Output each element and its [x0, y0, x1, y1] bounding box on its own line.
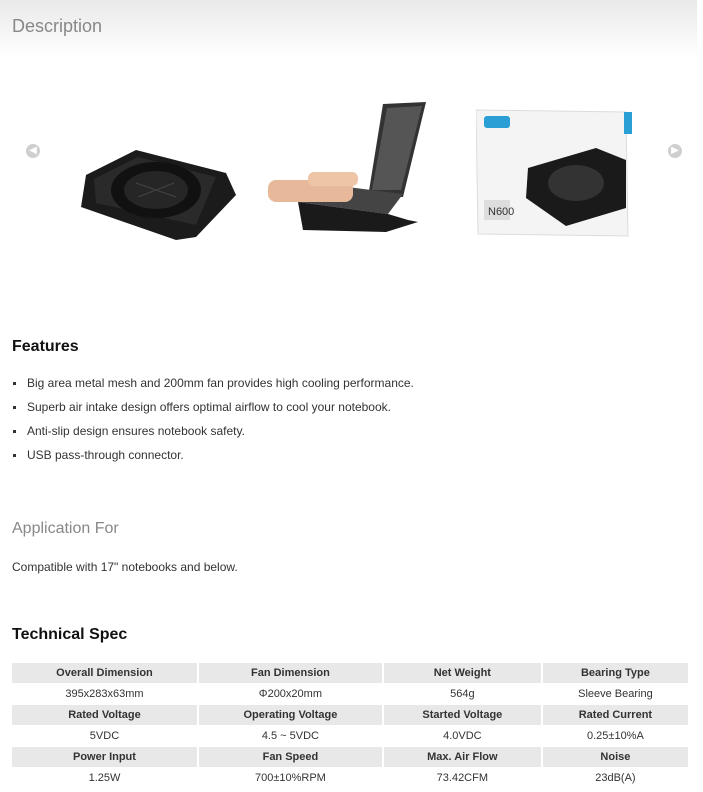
spec-header-cell: Noise: [543, 747, 688, 767]
chevron-right-icon: ▶: [671, 145, 679, 156]
list-item: Anti-slip design ensures notebook safety.: [12, 424, 414, 448]
list-item: Superb air intake design offers optimal airflow to cool your notebook.: [12, 400, 414, 424]
spec-header-cell: Power Input: [12, 747, 197, 767]
description-header: [0, 0, 697, 58]
spec-value-cell: 564g: [450, 688, 475, 700]
spec-value-cell: 0.25±10%A: [587, 730, 644, 742]
spec-value-cell: Φ200x20mm: [258, 688, 322, 700]
spec-value-cell: Sleeve Bearing: [578, 688, 653, 700]
spec-value-cell: 1.25W: [88, 772, 121, 784]
spec-header-cell: Operating Voltage: [199, 705, 382, 725]
page-title: Description: [12, 16, 103, 36]
spec-value-cell: 4.0VDC: [443, 730, 482, 742]
table-row: [12, 747, 688, 767]
spec-value-cell: 700±10%RPM: [254, 772, 326, 784]
table-row: [12, 705, 688, 725]
spec-header-cell: Overall Dimension: [12, 663, 197, 683]
features-list: [12, 376, 414, 472]
spec-value-cell: 4.5 ~ 5VDC: [261, 730, 319, 742]
spec-header-cell: Started Voltage: [384, 705, 541, 725]
spec-value-cell: 395x283x63mm: [65, 688, 144, 700]
table-row: [12, 685, 688, 703]
spec-title: Technical Spec: [12, 626, 128, 643]
spec-header-cell: Rated Current: [543, 705, 688, 725]
spec-header-cell: Fan Dimension: [199, 663, 382, 683]
spec-value-cell: 73.42CFM: [436, 772, 489, 784]
bullet-icon: [13, 382, 16, 385]
table-row: [12, 663, 688, 683]
spec-header-cell: Net Weight: [384, 663, 541, 683]
bullet-icon: [13, 454, 16, 457]
spec-value-cell: 5VDC: [89, 730, 120, 742]
spec-header-cell: Bearing Type: [543, 663, 688, 683]
spec-header-cell: Max. Air Flow: [384, 747, 541, 767]
list-item: Big area metal mesh and 200mm fan provides high cooling performance.: [12, 376, 414, 400]
list-item: USB pass-through connector.: [12, 448, 414, 472]
product-image-laptop[interactable]: [268, 102, 428, 237]
spec-table: [10, 661, 690, 789]
carousel-prev-button[interactable]: [26, 144, 40, 158]
box-model-text: N600: [488, 206, 515, 218]
application-title: Application For: [12, 520, 119, 537]
chevron-left-icon: ◀: [29, 145, 37, 156]
image-carousel: [0, 90, 703, 260]
table-row: [12, 769, 688, 787]
bullet-icon: [13, 430, 16, 433]
spec-header-cell: Fan Speed: [199, 747, 382, 767]
product-image-box[interactable]: [476, 108, 636, 238]
product-image-pad[interactable]: [76, 145, 236, 245]
table-row: [12, 727, 688, 745]
bullet-icon: [13, 406, 16, 409]
spec-header-cell: Rated Voltage: [12, 705, 197, 725]
spec-value-cell: 23dB(A): [595, 772, 636, 784]
application-text: Compatible with 17" notebooks and below.: [12, 560, 238, 574]
carousel-next-button[interactable]: [668, 144, 682, 158]
features-title: Features: [12, 338, 79, 355]
